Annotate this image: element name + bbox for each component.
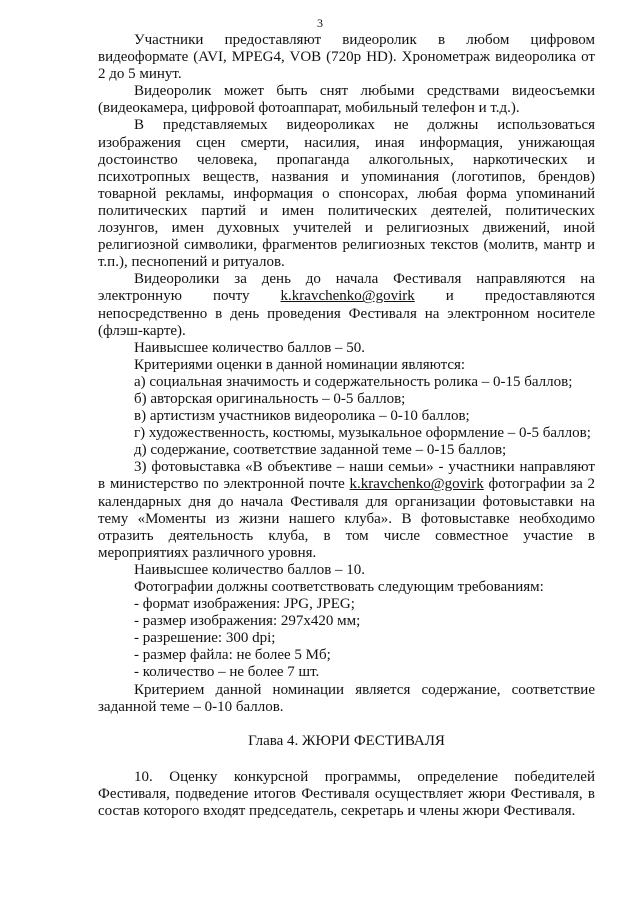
chapter-heading: Глава 4. ЖЮРИ ФЕСТИВАЛЯ <box>248 732 445 749</box>
criteria-intro: Критериями оценки в данной номинации являются: <box>134 356 466 373</box>
page-number: 3 <box>317 16 323 30</box>
requirement-size: - размер изображения: 297х420 мм; <box>134 613 361 630</box>
requirement-file-size: - размер файла: не более 5 Мб; <box>134 647 331 664</box>
email-link[interactable]: k.kravchenko@govirk <box>349 476 484 493</box>
submission-text-before: Видеоролики за день до начала Фестиваля направляются на электронную почту <box>98 271 595 305</box>
paragraph-video-submission <box>98 271 595 339</box>
criterion-b: б) авторская оригинальность – 0-5 баллов; <box>134 390 406 407</box>
criterion-g: г) художественность, костюмы, музыкальное оформление – 0-5 баллов; <box>134 425 591 442</box>
document-body <box>98 32 595 820</box>
submission-text-after: и предоставляются непосредственно в день проведения Фестиваля на электронном носителе (флэш-карте). <box>98 288 595 339</box>
photo-text-after: фотографии за 2 календарных дня до начала Фестиваля для организации фотовыставки на тему «Моменты из жизни нашего клуба». В фотовыставке необходимо отразить деятельность клуба, в том числе совместное участие в мероприятиях различного уровня. <box>98 476 595 561</box>
max-score-photo: Наивысшее количество баллов – 10. <box>134 561 366 578</box>
paragraph-jury: 10. Оценку конкурсной программы, определение победителей Фестиваля, подведение итогов Фестиваля осуществляет жюри Фестиваля, в состав которого входят председатель, секретарь и члены жюри Фестиваля. <box>98 768 595 820</box>
requirement-count: - количество – не более 7 шт. <box>134 664 320 681</box>
requirements-intro: Фотографии должны соответствовать следующим требованиям: <box>134 579 544 595</box>
criterion-a: а) социальная значимость и содержательность ролика – 0-15 баллов; <box>134 373 573 390</box>
paragraph-video-format: Участники предоставляют видеоролик в любом цифровом видеоформате (AVI, MPEG4, VOB (720p HD). Хронометраж видеоролика от 2 до 5 минут. <box>98 32 595 83</box>
max-score-video: Наивысшее количество баллов – 50. <box>134 339 366 356</box>
paragraph-video-restrictions: В представляемых видеороликах не должны использоваться изображения сцен смерти, насилия, иная информация, унижающая достоинство человека, пропаганда алкогольных, наркотических и психотропных веществ, названия и упоминания (логотипов, брендов) товарной рекламы, информация о спонсорах, любая форма упоминаний политических партий и имен политических деятелей, политических лозунгов, имен духовных учителей и религиозных движений, иной религиозной символики, фрагментов религиозных текстов (молитв, мантр и т.п.), песнопений и ритуалов. <box>98 117 595 271</box>
photo-text-before: 3) фотовыставка «В объективе – наши семьи» - участники направляют в министерство по электронной почте <box>98 459 595 493</box>
criterion-v: в) артистизм участников видеоролика – 0-10 баллов; <box>134 408 470 425</box>
paragraph-photo-exhibition <box>98 459 595 562</box>
email-link[interactable]: k.kravchenko@govirk <box>280 288 415 305</box>
requirement-resolution: - разрешение: 300 dpi; <box>134 630 276 647</box>
paragraph-video-means: Видеоролик может быть снят любыми средствами видеосъемки (видеокамера, цифровой фотоаппарат, мобильный телефон и т.д.). <box>98 83 595 117</box>
paragraph-photo-criterion: Критерием данной номинации является содержание, соответствие заданной теме – 0-10 баллов. <box>98 681 595 715</box>
requirement-format: - формат изображения: JPG, JPEG; <box>134 596 355 613</box>
criterion-d: д) содержание, соответствие заданной теме – 0-15 баллов; <box>134 442 507 459</box>
